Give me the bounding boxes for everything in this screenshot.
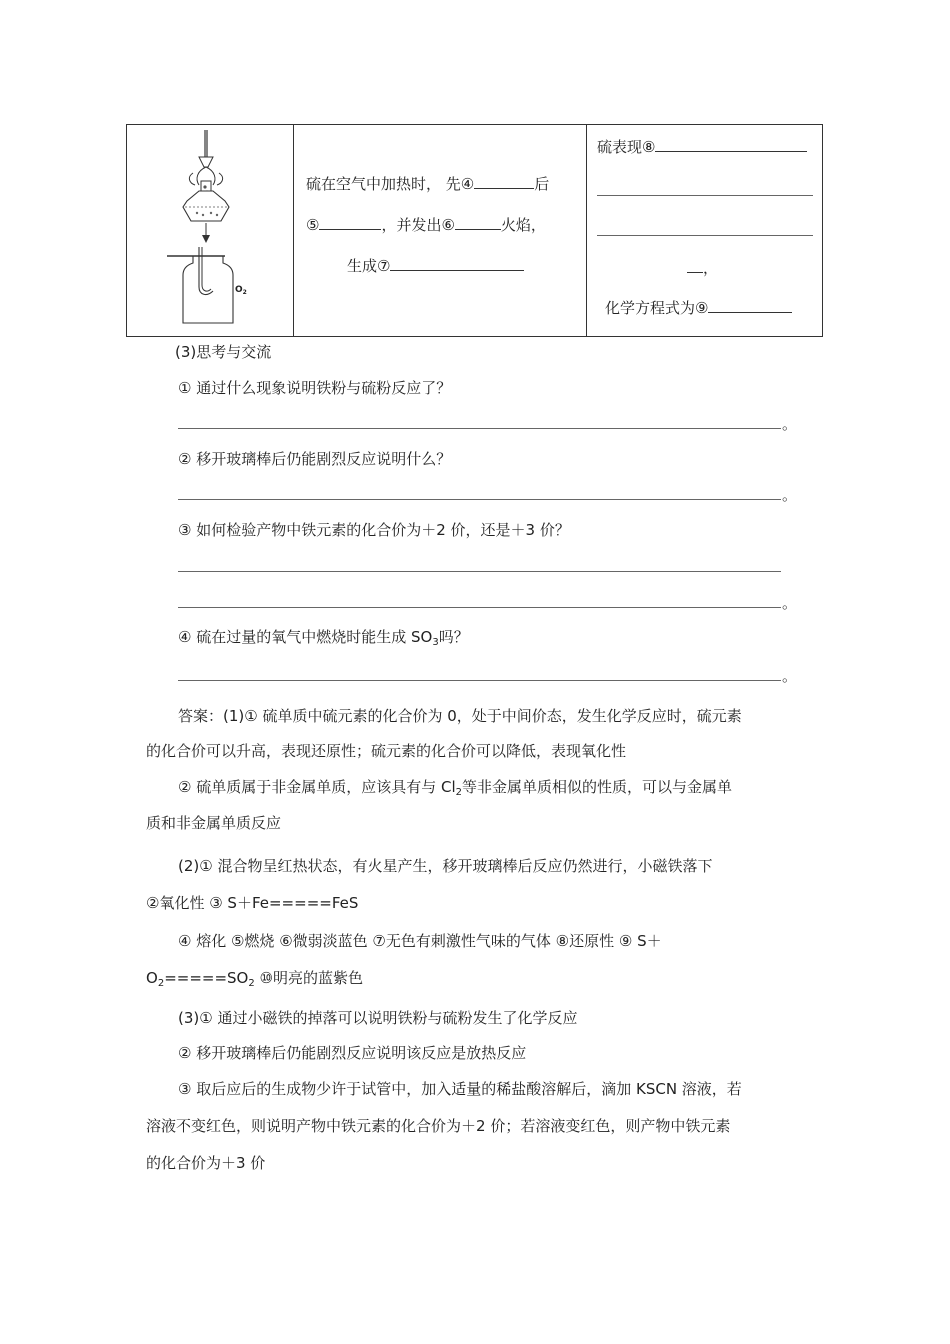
blank-4[interactable] bbox=[474, 174, 534, 189]
conclusion-cell bbox=[587, 125, 823, 337]
answer-c1: (3)① 通过小磁铁的掉落可以说明铁粉与硫粉发生了化学反应 bbox=[178, 1009, 578, 1027]
answer-2-line-2: 质和非金属单质反应 bbox=[146, 814, 282, 832]
blank-9[interactable] bbox=[708, 298, 792, 313]
answer-line-q4[interactable] bbox=[178, 680, 781, 681]
question-1: ① 通过什么现象说明铁粉与硫粉反应了？ bbox=[178, 379, 452, 397]
obs-line-2: ⑤ ，并发出⑥ 火焰， bbox=[306, 216, 546, 234]
answer-c2: ② 移开玻璃棒后仍能剧烈反应说明该反应是放热反应 bbox=[178, 1044, 527, 1062]
answer-c3-line-3: 的化合价为＋3 价 bbox=[146, 1154, 266, 1172]
period-q2: 。 bbox=[782, 486, 798, 504]
answer-b1-line-1: (2)① 混合物呈红热状态，有火星产生，移开玻璃棒后反应仍然进行，小磁铁落下 bbox=[178, 857, 713, 875]
answer-1-line-1: 答案：(1)① 硫单质中硫元素的化合价为 0，处于中间价态，发生化学反应时，硫元素 bbox=[178, 707, 742, 725]
answer-line-q3-b[interactable] bbox=[178, 607, 781, 608]
period-q3: 。 bbox=[782, 594, 798, 612]
question-2: ② 移开玻璃棒后仍能剧烈反应说明什么？ bbox=[178, 450, 452, 468]
blank-8-line-2[interactable] bbox=[597, 195, 813, 196]
period-q4: 。 bbox=[782, 667, 798, 685]
period-q1: 。 bbox=[782, 415, 798, 433]
answer-1-line-2: 的化合价可以升高，表现还原性；硫元素的化合价可以降低，表现氧化性 bbox=[146, 742, 627, 760]
answer-c3-line-1: ③ 取后应后的生成物少许于试管中，加入适量的稀盐酸溶解后，滴加 KSCN 溶液，若 bbox=[178, 1080, 742, 1098]
blank-8-end[interactable] bbox=[687, 258, 703, 273]
blank-7[interactable] bbox=[390, 256, 524, 271]
section-3-heading: (3)思考与交流 bbox=[175, 343, 272, 361]
answer-b2-line-1: ④ 熔化 ⑤燃烧 ⑥微弱淡蓝色 ⑦无色有刺激性气味的气体 ⑧还原性 ⑨ S＋ bbox=[178, 932, 662, 950]
obs-line-1: 硫在空气中加热时， 先④ 后 bbox=[306, 175, 550, 193]
o2-label: $O_2$ bbox=[235, 285, 247, 296]
experiment-table bbox=[126, 124, 823, 337]
concl-line-4: ， bbox=[687, 258, 718, 278]
blank-8-line-3[interactable] bbox=[597, 235, 813, 236]
question-4: ④ 硫在过量的氧气中燃烧时能生成 $SO_3$吗？ bbox=[178, 628, 469, 648]
observation-cell bbox=[294, 125, 587, 337]
answer-b1-line-2: ②氧化性 ③ S＋Fe=====FeS bbox=[146, 894, 359, 912]
answer-line-q1[interactable] bbox=[178, 428, 781, 429]
answer-line-q2[interactable] bbox=[178, 499, 781, 500]
blank-5[interactable] bbox=[319, 215, 381, 230]
concl-line-1: 硫表现⑧ bbox=[597, 137, 807, 157]
blank-6[interactable] bbox=[455, 215, 501, 230]
concl-line-5: 化学方程式为⑨ bbox=[605, 298, 792, 318]
combustion-spoon-apparatus-figure bbox=[127, 125, 293, 338]
answer-line-q3-a[interactable] bbox=[178, 571, 781, 572]
apparatus-cell bbox=[127, 125, 294, 337]
blank-8[interactable] bbox=[655, 137, 807, 152]
obs-line-3: 生成⑦ bbox=[347, 256, 524, 276]
answer-b2-line-2: $O_2=====SO_2$ ⑩明亮的蓝紫色 bbox=[146, 969, 363, 989]
answer-2-line-1: ② 硫单质属于非金属单质，应该具有与 $Cl_2$等非金属单质相似的性质，可以与金属单 bbox=[178, 778, 733, 798]
question-3: ③ 如何检验产物中铁元素的化合价为＋2 价，还是＋3 价？ bbox=[178, 521, 570, 539]
answer-c3-line-2: 溶液不变红色，则说明产物中铁元素的化合价为＋2 价；若溶液变红色，则产物中铁元素 bbox=[146, 1117, 731, 1135]
